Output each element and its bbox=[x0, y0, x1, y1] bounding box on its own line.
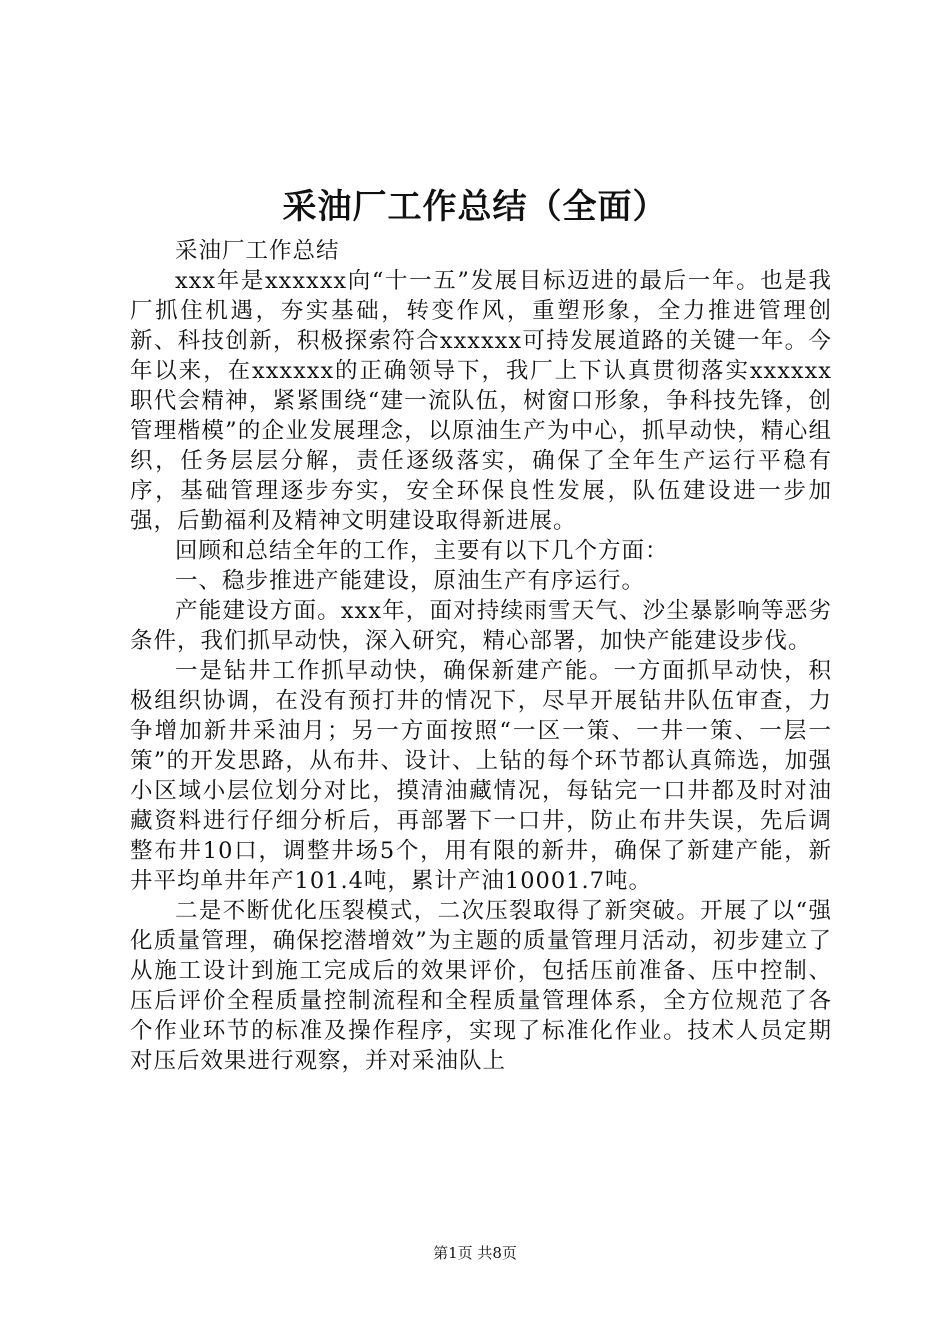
paragraph-fracturing: 二是不断优化压裂模式，二次压裂取得了新突破。开展了以“强化质量管理，确保挖潜增效”为主题的质量管理月活动，初步建立了从施工设计到施工完成后的效果评价，包括压前准备、压中控制、压后评价全程质量控制流程和全程质量管理体系，全方位规范了各个作业环节的标准及操作程序，实现了标准化作业。技术人员定期对压后效果进行观察，并对采油队上 bbox=[130, 898, 832, 1074]
document-title: 采油厂工作总结（全面） bbox=[282, 187, 668, 227]
document-body bbox=[130, 236, 832, 1076]
section-heading-1: 一、稳步推进产能建设，原油生产有序运行。 bbox=[175, 568, 646, 594]
paragraph-drilling: 一是钻井工作抓早动快，确保新建产能。一方面抓早动快，积极组织协调，在没有预打井的情况下，尽早开展钻井队伍审查，力争增加新井采油月；另一方面按照“一区一策、一井一策、一层一策”的开发思路，从布井、设计、上钻的每个环节都认真筛选，加强小区域小层位划分对比，摸清油藏情况，每钻完一口井都及时对油藏资料进行仔细分析后，再部署下一口井，防止布井失误，先后调整布井10口，调整井场5个，用有限的新井，确保了新建产能，新井平均单井年产101.4吨，累计产油10001.7吨。 bbox=[130, 658, 832, 894]
page-footer: 第1页 共8页 bbox=[433, 1244, 517, 1262]
paragraph-capacity: 产能建设方面。xxx年，面对持续雨雪天气、沙尘暴影响等恶劣条件，我们抓早动快，深入研究，精心部署，加快产能建设步伐。 bbox=[130, 598, 832, 654]
paragraph-intro: xxx年是xxxxxx向“十一五”发展目标迈进的最后一年。也是我厂抓住机遇，夯实基础，转变作风，重塑形象，全力推进管理创新、科技创新，积极探索符合xxxxxx可持发展道路的关键一年。今年以来，在xxxxxx的正确领导下，我厂上下认真贯彻落实xxxxxx职代会精神，紧紧围绕“建一流队伍，树窗口形象，争科技先锋，创管理楷模”的企业发展理念，以原油生产为中心，抓早动快，精心组织，任务层层分解，责任逐级落实，确保了全年生产运行平稳有序，基础管理逐步夯实，安全环保良性发展，队伍建设进一步加强，后勤福利及精神文明建设取得新进展。 bbox=[130, 268, 832, 534]
paragraph-review: 回顾和总结全年的工作，主要有以下几个方面： bbox=[175, 538, 669, 564]
paragraph-subtitle: 采油厂工作总结 bbox=[175, 238, 340, 264]
